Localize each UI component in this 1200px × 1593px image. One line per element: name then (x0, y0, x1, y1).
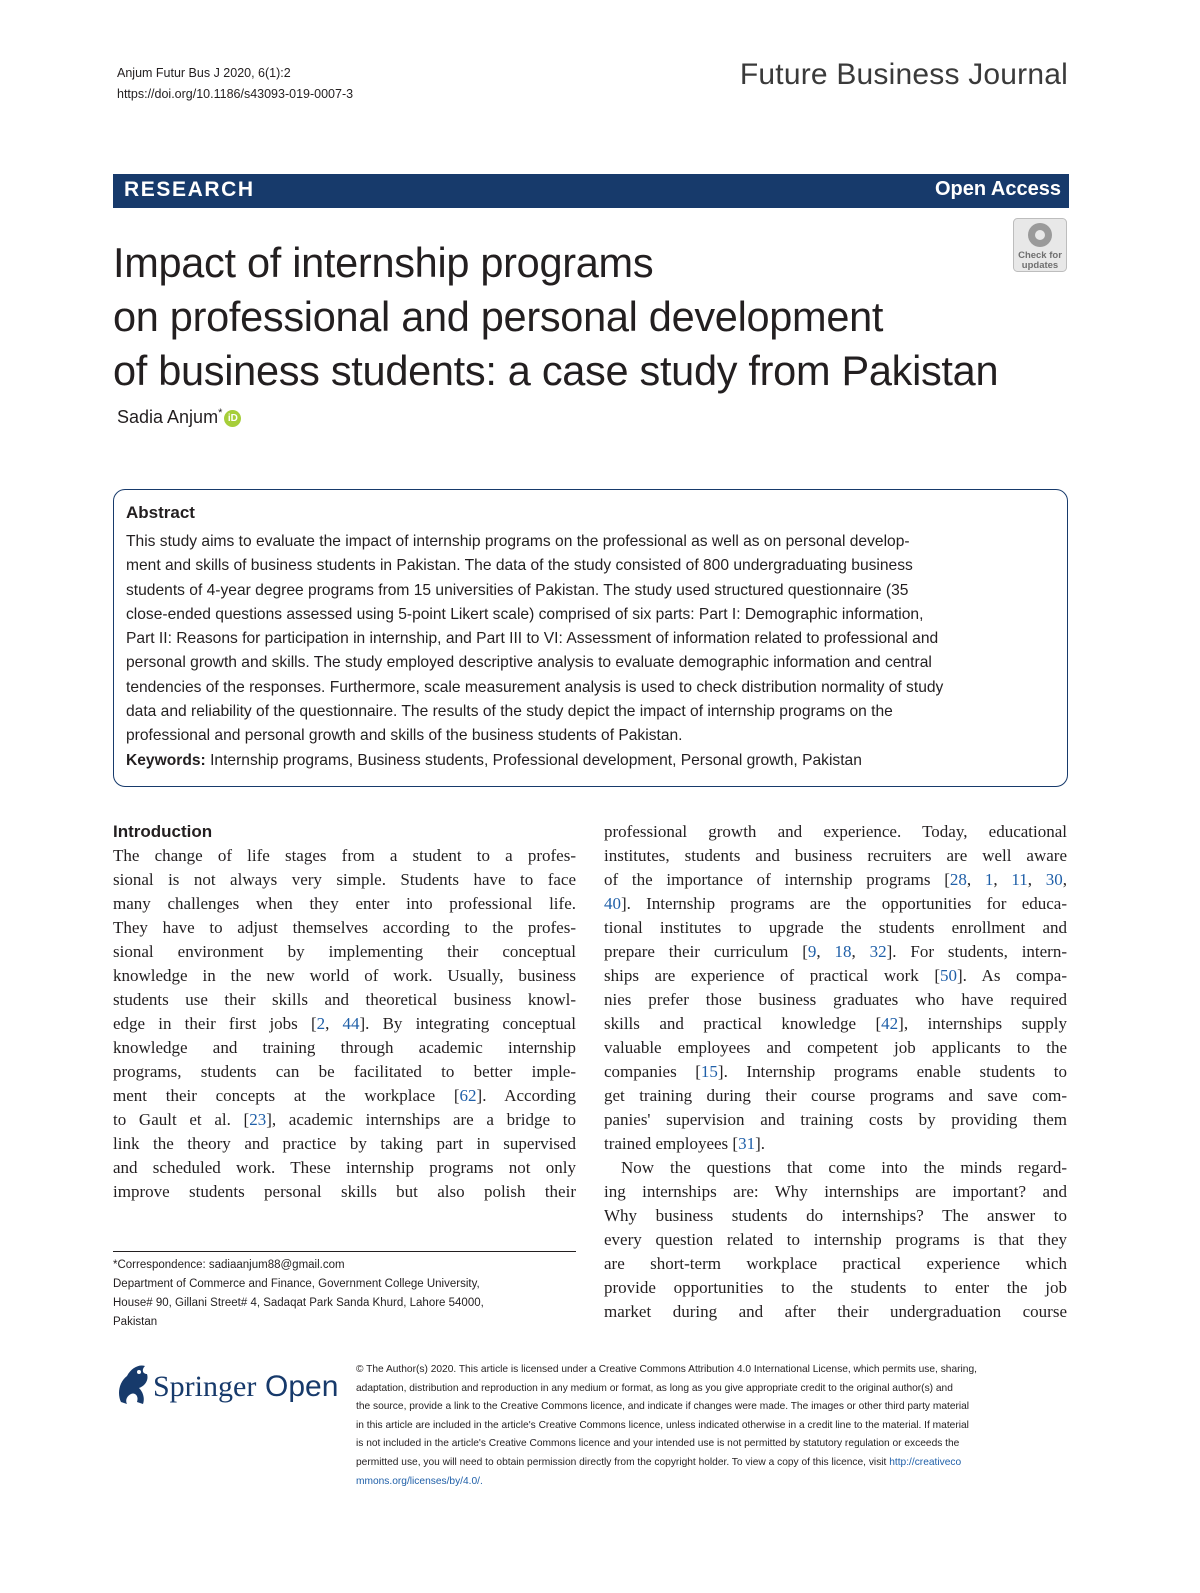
keywords-list: Internship programs, Business students, Professional development, Personal growth, Pakistan (210, 752, 862, 769)
abstract-line: data and reliability of the questionnaire. The results of the study depict the impact of internship programs on the (126, 703, 893, 721)
doi-link[interactable]: https://doi.org/10.1186/s43093-019-0007-3 (117, 87, 354, 101)
check-badge-text: updates (1021, 260, 1059, 271)
license-line (356, 1454, 1066, 1473)
citation-ref[interactable]: 30 (1045, 870, 1063, 889)
citation-ref[interactable]: 40 (604, 894, 621, 913)
license-line: adaptation, distribution and reproduction in any medium or format, as long as you give appropriate credit to the original author(s) and (356, 1382, 953, 1394)
body-line: prepare their curriculum [9, 18, 32]. For students, intern- (604, 942, 1067, 961)
body-line: tional institutes to upgrade the students enrollment and (604, 918, 1067, 937)
license-line: © The Author(s) 2020. This article is licensed under a Creative Commons Attribution 4.0 International License, which permits use, sharing, (356, 1364, 977, 1375)
body-line: institutes, students and business recruiters are well aware (604, 846, 1067, 865)
abstract-box (113, 489, 1068, 787)
citation-ref[interactable]: 9 (807, 942, 817, 961)
body-line: to Gault et al. [23], academic internships are a bridge to (113, 1110, 576, 1129)
body-line: nies prefer those business graduates who have required (604, 990, 1067, 1009)
body-line: They have to adjust themselves according to the profes- (113, 918, 576, 937)
citation-ref[interactable]: 50 (940, 966, 958, 985)
body-line: knowledge and training through academic internship (113, 1038, 576, 1057)
springer-wordmark: Springer (153, 1370, 257, 1403)
body-line: are short-term workplace practical experience which (604, 1254, 1067, 1273)
body-line: Why business students do internships? The answer to (604, 1206, 1067, 1225)
affiliation-line: House# 90, Gillani Street# 4, Sadaqat Park Sanda Khurd, Lahore 54000, (113, 1297, 484, 1309)
citation-ref[interactable]: 11 (1011, 870, 1028, 889)
body-line: valuable employees and competent job applicants to the (604, 1038, 1067, 1057)
abstract-line: Part II: Reasons for participation in internship, and Part III to VI: Assessment of information related to professional and (126, 630, 939, 648)
abstract-line: personal growth and skills. The study employed descriptive analysis to evaluate demographic information and central (126, 654, 932, 672)
right-column (604, 820, 1067, 1324)
title-line: Impact of internship programs (113, 239, 654, 286)
author-name[interactable]: Sadia Anjum (117, 407, 219, 427)
body-line: edge in their first jobs [2, 44]. By integrating conceptual (113, 1014, 576, 1033)
body-line: ships are experience of practical work [50]. As compa- (604, 966, 1067, 985)
body-line: The change of life stages from a student to a profes- (113, 846, 576, 865)
citation-ref[interactable]: 62 (459, 1086, 477, 1105)
body-line: every question related to internship programs is that they (604, 1230, 1067, 1249)
check-badge-text: Check for (1018, 250, 1062, 261)
body-line: link the theory and practice by taking part in supervised (113, 1134, 576, 1153)
correspondence-line: *Correspondence: sadiaanjum88@gmail.com (113, 1259, 345, 1271)
citation-line: Anjum Futur Bus J 2020, 6(1):2 (117, 66, 291, 80)
abstract-text (126, 530, 1061, 749)
affiliation-line: Pakistan (113, 1316, 158, 1328)
abstract-line: students of 4-year degree programs from 15 universities of Pakistan. The study used structured questionnaire (35 (126, 581, 909, 599)
open-access-label: Open Access (935, 178, 1061, 200)
body-line: programs, students can be facilitated to better imple- (113, 1062, 576, 1081)
body-line: knowledge in the new world of work. Usually, business (113, 966, 576, 985)
abstract-heading: Abstract (126, 503, 195, 522)
abstract-line: tendencies of the responses. Furthermore, scale measurement analysis is used to check distribution normality of study (126, 678, 944, 696)
body-line: skills and practical knowledge [42], internships supply (604, 1014, 1067, 1033)
citation-ref[interactable]: 15 (700, 1062, 718, 1081)
license-text: permitted use, you will need to obtain permission directly from the copyright holder. To view a copy of this licence, visit (356, 1456, 890, 1468)
section-heading: Introduction (113, 822, 213, 841)
body-line: panies' supervision and training costs by providing them (604, 1110, 1067, 1129)
citation-ref[interactable]: 32 (869, 942, 887, 961)
citation-ref[interactable]: 23 (249, 1110, 267, 1129)
springer-open-logo (113, 1358, 343, 1408)
license-line (356, 1473, 1066, 1492)
body-line: professional growth and experience. Today, educational (604, 822, 1067, 841)
body-line: companies [15]. Internship programs enable students to (604, 1062, 1067, 1081)
article-type-label: RESEARCH (124, 178, 255, 201)
body-line: get training during their course programs and save com- (604, 1086, 1067, 1105)
keywords-label: Keywords: (126, 752, 206, 769)
body-line: market during and after their undergraduation course (604, 1302, 1067, 1321)
body-line: 40]. Internship programs are the opportunities for educa- (604, 894, 1067, 913)
abstract-line: professional and personal growth and skills of the business students of Pakistan. (126, 727, 683, 745)
journal-name: Future Business Journal (739, 58, 1068, 91)
citation-ref[interactable]: 44 (342, 1014, 360, 1033)
affiliation-line: Department of Commerce and Finance, Government College University, (113, 1278, 480, 1290)
body-line: ing internships are: Why internships are important? and (604, 1182, 1067, 1201)
license-line: the source, provide a link to the Creative Commons licence, and indicate if changes were made. The images or other third party material (356, 1401, 970, 1413)
body-line: ment their concepts at the workplace [62]. According (113, 1086, 576, 1105)
body-line: sional is not always very simple. Students have to face (113, 870, 576, 889)
body-line: and scheduled work. These internship programs not only (113, 1158, 576, 1177)
citation-ref[interactable]: 28 (949, 870, 967, 889)
abstract-line: This study aims to evaluate the impact of internship programs on the professional as well as on personal develop- (126, 533, 910, 550)
citation-ref[interactable]: 1 (984, 870, 994, 889)
keywords (126, 752, 862, 770)
citation-ref[interactable]: 2 (316, 1014, 326, 1033)
license-line: in this article are included in the article's Creative Commons licence, unless indicated otherwise in a credit line to the material. If material (356, 1419, 969, 1431)
body-line: trained employees [31]. (604, 1134, 765, 1153)
article-title (113, 236, 1073, 398)
springer-horse-icon (119, 1365, 148, 1404)
citation-ref[interactable]: 42 (881, 1014, 899, 1033)
footnote-divider (113, 1251, 576, 1252)
left-column (113, 820, 576, 1204)
license-notice (356, 1361, 1066, 1491)
body-line: many challenges when they enter into professional life. (113, 894, 576, 913)
orcid-icon[interactable]: iD (224, 410, 241, 427)
citation-ref[interactable]: 31 (738, 1134, 756, 1153)
license-link[interactable]: http://creativeco (889, 1456, 962, 1468)
title-line: of business students: a case study from Pakistan (113, 347, 999, 394)
article-type-bar (113, 174, 1069, 208)
license-line: is not included in the article's Creative Commons licence and your intended use is not permitted by statutory regulation or exceeds the (356, 1438, 960, 1450)
body-line: students use their skills and theoretical business knowl- (113, 990, 576, 1009)
author (117, 407, 241, 428)
body-line: Now the questions that come into the minds regard- (621, 1158, 1067, 1177)
body-line: provide opportunities to the students to enter the job (604, 1278, 1067, 1297)
body-line: improve students personal skills but also polish their (113, 1182, 576, 1201)
abstract-line: ment and skills of business students in Pakistan. The data of the study consisted of 800 undergraduating business (126, 557, 913, 575)
correspondence-mark: * (218, 407, 223, 419)
title-line: on professional and personal development (113, 293, 884, 340)
body-line: sional environment by implementing their conceptual (113, 942, 576, 961)
license-link[interactable]: mmons.org/licenses/by/4.0/. (356, 1475, 483, 1487)
open-wordmark: Open (265, 1370, 339, 1403)
footnote (113, 1256, 583, 1332)
body-line: of the importance of internship programs [28, 1, 11, 30, (604, 870, 1067, 889)
abstract-line: close-ended questions assessed using 5-point Likert scale) comprised of six parts: Part I: Demographic information, (126, 605, 924, 623)
citation-ref[interactable]: 18 (834, 942, 852, 961)
citation (117, 63, 353, 105)
